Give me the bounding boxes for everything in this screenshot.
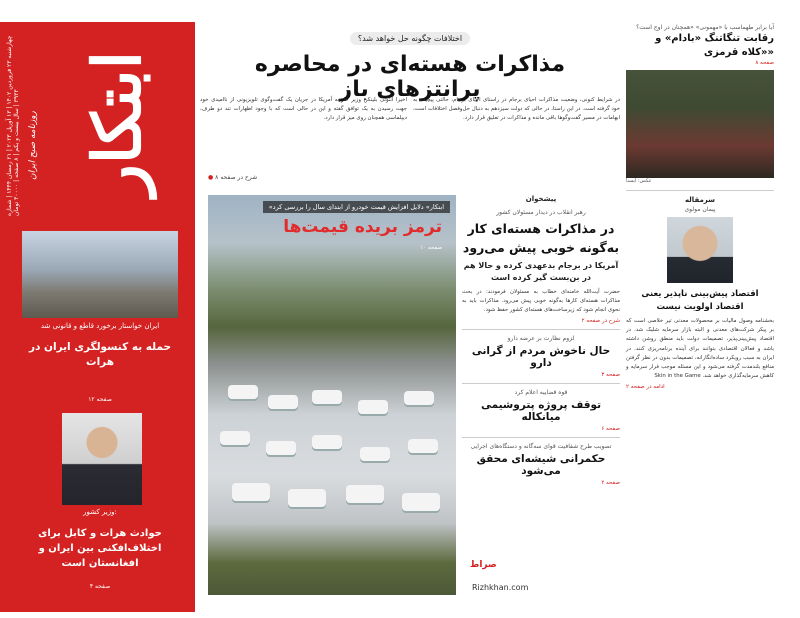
- strip-caption-2: وزیر کشور:: [83, 508, 117, 516]
- editorial-author: پیمان مولوی: [684, 206, 716, 214]
- brief-4-title[interactable]: حکمرانی شیشه‌ای محقق می‌شود: [476, 453, 606, 478]
- brief-2-title[interactable]: حال ناخوش مردم از گرانی دارو: [471, 345, 611, 370]
- brief-3-kicker: قوه قضاییه اعلام کرد: [514, 389, 568, 397]
- editorial-continue-link[interactable]: ادامه در صفحه ۲: [626, 384, 665, 391]
- car-shape: [232, 483, 270, 501]
- brief-1-page-ref: شرح در صفحه ۲: [581, 318, 620, 325]
- main-story-area: [200, 22, 620, 612]
- brief-4-page-ref: صفحه ۲: [601, 480, 620, 487]
- car-shape: [358, 400, 388, 414]
- car-shape: [220, 431, 250, 445]
- car-shape: [408, 439, 438, 453]
- editorial-label: سرمقاله: [684, 196, 716, 205]
- culture-photo[interactable]: [626, 70, 774, 178]
- main-kicker-text: اختلافات چگونه حل خواهد شد؟: [350, 32, 470, 45]
- lead-page-ref: ● شرح در صفحه ۸: [208, 174, 258, 181]
- divider: [462, 437, 620, 438]
- watermark-url: Rizhkhan.com: [472, 583, 529, 592]
- page-ref-bullet-icon: ●: [208, 174, 214, 181]
- car-shape: [312, 390, 342, 404]
- strip-headline-2[interactable]: حوادث هرات و کابل برای اختلاف‌افکنی بین ایران و افغانستان است: [38, 528, 162, 569]
- car-shape: [268, 395, 298, 409]
- divider: [462, 383, 620, 384]
- brief-1-body: حضرت آیت‌الله خامنه‌ای خطاب به مسئولان فرمودند: در بحث مذاکرات هسته‌ای کارها به‌گونه خوبی پیش می‌رود. مذاکرات باید به نحوی انجام شود که زیرساخت‌های هسته‌ای کشور حفظ شود.: [462, 288, 620, 313]
- photo-credit: عکس: ایسنا: [626, 178, 652, 185]
- car-shape: [266, 441, 296, 455]
- brief-4-kicker: تصویب طرح شفافیت قوای سه‌گانه و دستگاه‌های اجرایی: [470, 443, 612, 451]
- masthead-tagline: روزنامه صبح ایران: [28, 111, 38, 180]
- brief-3-title[interactable]: توقف پروژه پتروشیمی میانکاله: [480, 399, 602, 424]
- car-shape: [228, 385, 258, 399]
- right-column: [626, 22, 774, 612]
- car-shape: [288, 489, 326, 507]
- main-kicker: [200, 26, 620, 45]
- issue-date-line: چهارشنبه ۲۳ فروردین ۱۴۰۲ | ۱۳ آوریل ۲۰۲۳ | ۲۱ رمضان ۱۴۴۴ | شماره ۳۹۳۳ | سال بیست و یکم | ۸ صفحه | ۳۰۰۰۰ تومان: [6, 35, 20, 216]
- left-strip: [0, 0, 195, 618]
- brief-1-title[interactable]: در مذاکرات هسته‌ای کار به‌گونه خوبی پیش می‌رود: [462, 221, 620, 255]
- culture-page-ref: صفحه ۸: [755, 60, 774, 67]
- consulate-photo[interactable]: [22, 231, 178, 318]
- main-headline[interactable]: مذاکرات هسته‌ای در محاصره پرانتزهای باز: [254, 52, 566, 102]
- car-lot-photo[interactable]: [208, 195, 456, 595]
- brief-1-kicker: رهبر انقلاب در دیدار مسئولان کشور: [496, 209, 586, 216]
- photo-headline[interactable]: ترمز بریده قیمت‌ها: [283, 217, 442, 237]
- brief-1-subtitle: آمریکا در برجام بدعهدی کرده و حالا هم در بن‌بست گیر کرده است: [463, 260, 619, 282]
- editorial-body: بخشنامه وصول مالیات بر محصولات معدنی تیر خلاصی است که بر پیکر شرکت‌های معدنی و البته بازار سرمایه شلیک شد. در اقتصاد پیش‌بینی‌پذیر، تصمیمات دولت باید منطق روشن داشته باشد و فعالان اقتصادی بتوانند برای آینده برنامه‌ریزی کنند. در ایران به سبب رویکرد ساده‌انگارانه، تصمیمات بدون در نظر گرفتن منافع بلندمدت گرفته می‌شود و این مسئله موجب فرار سرمایه و کاهش سرمایه‌گذاری خواهد شد. Skin in the Game: [626, 318, 774, 380]
- author-photo: [667, 217, 733, 283]
- culture-kicker: آیا برابر طهماسب با «مهمونی» «همچنان در اوج است؟: [636, 24, 774, 31]
- strip-caption-1: ایران خواستار برخورد قاطع و قانونی شد: [40, 322, 160, 330]
- brief-2-page-ref: صفحه ۳: [601, 372, 620, 379]
- lead-column-right: در شرایط کنونی، وضعیت مذاکرات احیای برجام در راستای احیای برجام، حالتی پیچیده به خود گرفته است. در این راستا، در حالی که دولت سیزدهم به دنبال حل‌وفصل اختلافات است، ابهامات در مسیر گفت‌وگوها باقی مانده و مذاکرات در تعلیق قرار دارد.: [413, 97, 620, 122]
- lead-columns: [200, 96, 620, 196]
- car-shape: [360, 447, 390, 461]
- editorial-title[interactable]: اقتصاد پیش‌بینی ناپذیر یعنی اقتصاد اولویت نیست: [641, 289, 759, 312]
- culture-title[interactable]: رقابت تنگاتنگ «بادام» و «کلاه قرمزی»: [655, 33, 774, 59]
- car-shape: [312, 435, 342, 449]
- car-shape: [402, 493, 440, 511]
- photo-kicker: «ابتکار» دلایل افزایش قیمت خودرو از ابتدای سال را بررسی کرد: [263, 201, 450, 213]
- brief-2-kicker: لزوم نظارت بر عرضه دارو: [507, 335, 575, 343]
- watermark-brand: صراط: [470, 560, 497, 570]
- lead-column-left: اخیرا آنتونی بلینکن وزیر خارجه آمریکا در جریان یک گفت‌وگوی تلویزیونی از ناامیدی خود جهت رسیدن به یک توافق گفته و این در حالی است که با وجود اظهارات تند دو طرف، دیپلماسی همچنان روی میز قرار دارد.: [200, 97, 407, 122]
- news-briefs-column: [462, 195, 620, 600]
- brief-3-page-ref: صفحه ۶: [601, 426, 620, 433]
- divider: [462, 329, 620, 330]
- divider: [626, 190, 774, 191]
- car-shape: [404, 391, 434, 405]
- strip-headline-1[interactable]: حمله به کنسولگری ایران در هرات: [28, 341, 172, 369]
- strip-page-ref-2: صفحه ۴: [89, 583, 111, 590]
- photo-page-ref: صفحه ۱۰: [420, 245, 442, 251]
- briefs-section-label: پیشخوان: [525, 195, 557, 203]
- minister-photo[interactable]: [62, 413, 142, 505]
- masthead-logo: ابتکار: [78, 50, 156, 196]
- strip-page-ref-1: صفحه ۱۲: [88, 396, 112, 403]
- car-shape: [346, 485, 384, 503]
